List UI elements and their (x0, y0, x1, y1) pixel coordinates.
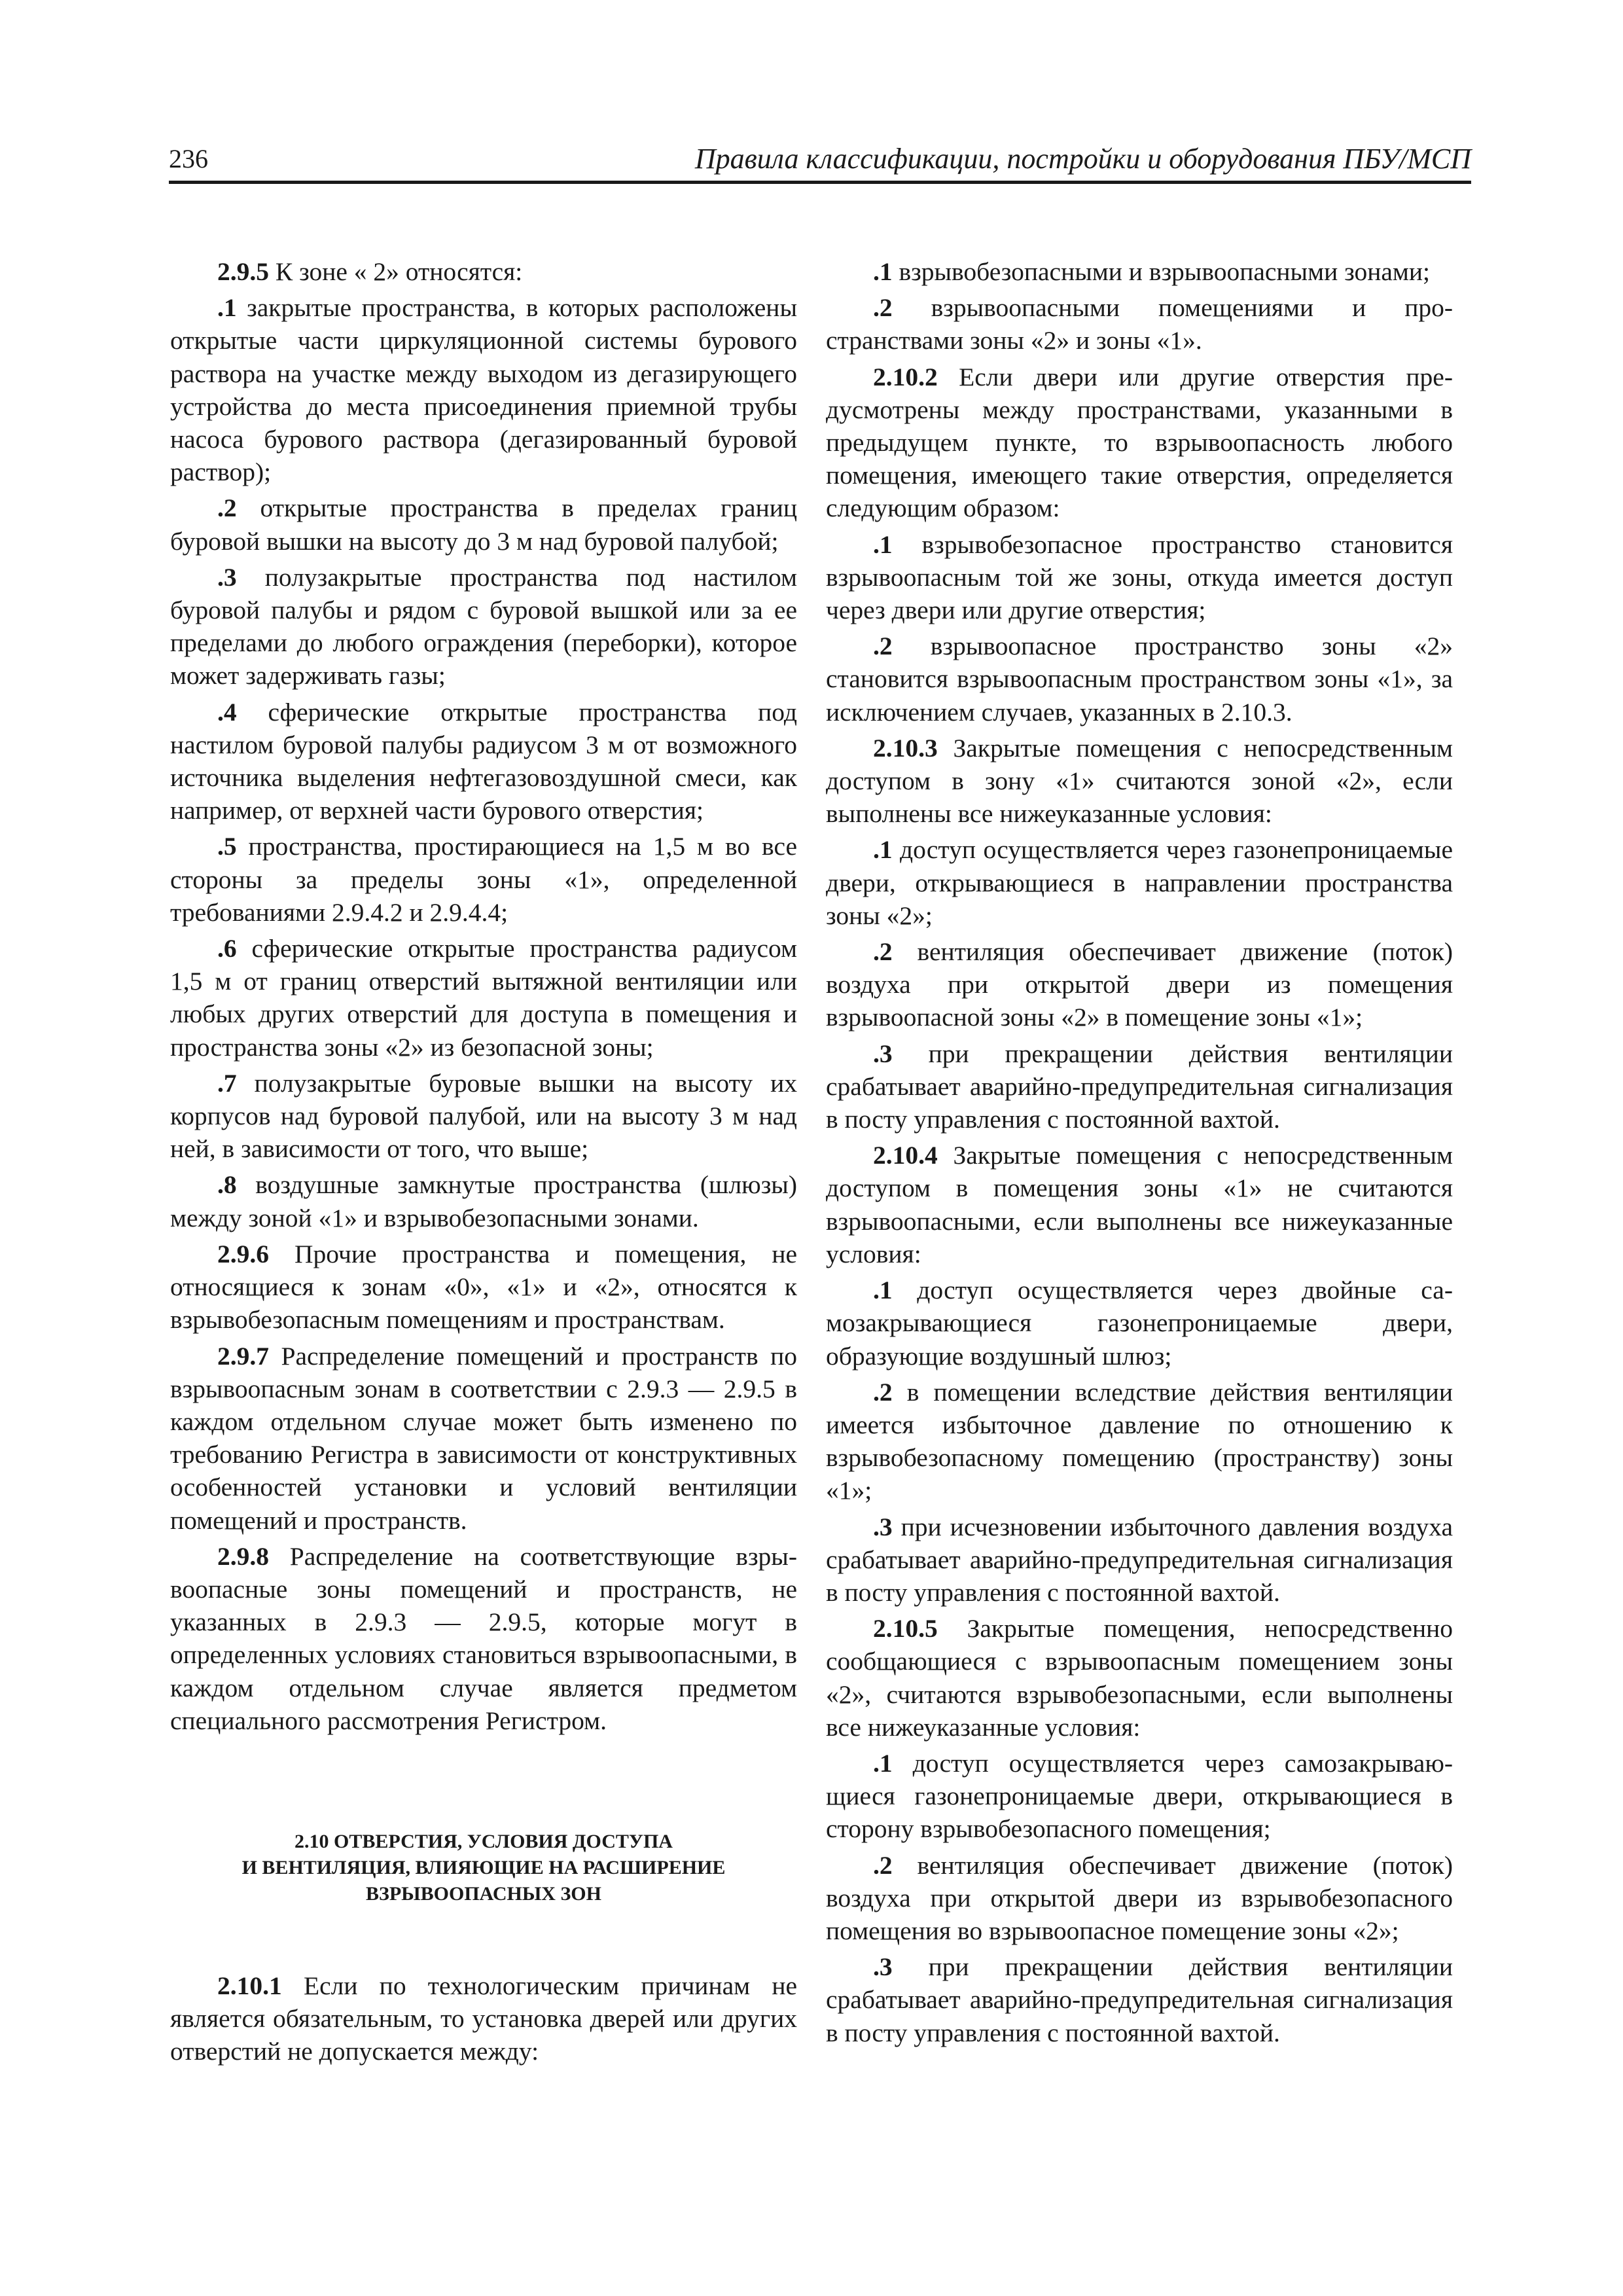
clause-number: .3 (217, 562, 237, 592)
paragraph (826, 833, 1453, 932)
clause-text: взрывобезопасное пространство становится взрывоопасным той же зоны, откуда имеется доступ через двери или другие отверстия; (826, 529, 1453, 625)
running-title: Правила классификации, постройки и оборудования ПБУ/МСП (694, 143, 1471, 175)
clause-number: .6 (217, 934, 237, 963)
clause-number: 2.10.3 (873, 733, 938, 762)
clause-text: Если по технологическим причинам не является обязательным, то установка дверей или других отверстий не допускается между: (170, 1971, 797, 2066)
paragraph (826, 361, 1453, 525)
clause-text: доступ осуществляется через самозакрывающиеся газонепроницаемые двери, открывающиеся в сторону взрывобезопасного помещения; (826, 1748, 1453, 1844)
clause-number: 2.9.8 (217, 1541, 269, 1571)
left-paragraphs (170, 255, 797, 1737)
clause-text: воздушные замкнутые пространства (шлюзы) между зоной «1» и взрывобезопасными зонами. (170, 1170, 797, 1232)
clause-number: .8 (217, 1170, 237, 1200)
paragraph (826, 1037, 1453, 1136)
clause-number: .2 (873, 1377, 893, 1407)
clause-text: взрывоопасными помещениями и пространствами зоны «2» и зоны «1». (826, 293, 1453, 355)
clause-number: .1 (873, 1748, 893, 1778)
clause-number: 2.10.4 (873, 1141, 938, 1170)
section-heading-line: И ВЕНТИЛЯЦИЯ, ВЛИЯЮЩИЕ НА РАСШИРЕНИЕ (241, 1856, 726, 1878)
clause-text: вентиляция обеспечивает движение (поток) воздуха при открытой двери из взрывобезопасного помещения во взрывоопасное помещение зоны «2»; (826, 1850, 1453, 1945)
clause-text: сферические открытые пространства радиусом 1,5 м от границ отверстий вытяжной вентиляции или любых других отверстий для доступа в помещения и пространства зоны «2» из безопасной зоны; (170, 934, 797, 1062)
paragraph (170, 1969, 797, 2068)
paragraph (826, 1849, 1453, 1948)
clause-number: .2 (873, 1850, 893, 1880)
clause-text: Распределение помещений и пространств по взрывоопасным зонам в соответствии с 2.9.3 — 2.9.5 в каждом отдельном случае может быть изменено по требованию Регистра в зависимости от конструктивных особенностей установки и условий вентиляции помещений и пространств. (170, 1341, 797, 1535)
section-heading (170, 1829, 797, 1907)
paragraph (170, 830, 797, 929)
paragraph (826, 255, 1453, 288)
clause-text: сферические открытые пространства под настилом буровой палубы радиусом 3 м от возможного источника выделения нефтегазовоздушной смеси, как например, от верхней части бурового отверстия; (170, 697, 797, 825)
clause-text: Закрытые помещения с непосредственным доступом в помещения зоны «1» не считаются взрывоопасными, если выполнены все нижеуказанные условия: (826, 1141, 1453, 1268)
paragraph (826, 630, 1453, 728)
paragraph (170, 291, 797, 488)
paragraph (170, 932, 797, 1064)
clause-number: .1 (873, 529, 893, 559)
paragraph (826, 1612, 1453, 1744)
left-column (170, 255, 797, 2072)
paragraph (170, 492, 797, 557)
clause-text: доступ осуществляется через двойные самозакрывающиеся газонепроницаемые двери, образующие воздушный шлюз; (826, 1276, 1453, 1371)
clause-number: 2.9.7 (217, 1341, 269, 1371)
paragraph (826, 1274, 1453, 1372)
clause-text: при прекращении действия вентиляции срабатывает аварийно-предупредительная сигнализация в посту управления с постоянной вахтой. (826, 1039, 1453, 1134)
clause-text: вентиляция обеспечивает движение (поток) воздуха при открытой двери из помещения взрывоопасной зоны «2» в помещение зоны «1»; (826, 937, 1453, 1032)
clause-number: 2.10.2 (873, 362, 938, 391)
clause-text: Распределение на соответствующие взрывоопасные зоны помещений и пространств, не указанных в 2.9.3 — 2.9.5, которые могут в определенных условиях становиться взрывоопасными, в каждом отдельном случае является предметом специального рассмотрения Регистром. (170, 1541, 797, 1735)
clause-number: 2.9.5 (217, 257, 269, 286)
paragraph (170, 1340, 797, 1537)
clause-number: .1 (873, 257, 893, 286)
paragraph (826, 528, 1453, 627)
paragraph (826, 1511, 1453, 1609)
clause-number: .2 (873, 937, 893, 967)
clause-text: взрывобезопасными и взрывоопасными зонами; (892, 257, 1431, 286)
clause-number: .7 (217, 1068, 237, 1098)
clause-text: пространства, простирающиеся на 1,5 м во все стороны за пределы зоны «1», определенной требованиями 2.9.4.2 и 2.9.4.4; (170, 832, 797, 927)
paragraph (170, 255, 797, 288)
clause-number: .3 (873, 1952, 893, 1982)
clause-number: .4 (217, 697, 237, 726)
clause-number: .5 (217, 832, 237, 861)
clause-number: .3 (873, 1512, 893, 1541)
clause-text: при исчезновении избыточного давления воздуха срабатывает аварийно-предупредительная сигнализация в посту управления с постоянной вахтой. (826, 1512, 1453, 1607)
clause-text: доступ осуществляется через газонепроницаемые двери, открывающиеся в направлении пространства зоны «2»; (826, 835, 1453, 930)
clause-text: Закрытые помещения с непосредственным доступом в зону «1» считаются зоной «2», если выполнены все нижеуказанные условия: (826, 733, 1453, 829)
clause-text: К зоне « 2» относятся: (269, 257, 523, 286)
section-heading-line: 2.10 ОТВЕРСТИЯ, УСЛОВИЯ ДОСТУПА (294, 1830, 673, 1852)
page-header (169, 143, 1471, 184)
clause-number: 2.10.5 (873, 1614, 938, 1643)
paragraph (826, 1950, 1453, 2049)
clause-text: в помещении вследствие действия вентиляции имеется избыточное давление по отношению к взрывобезопасному помещению (пространству) зоны «1»; (826, 1377, 1453, 1505)
paragraph (170, 1238, 797, 1336)
paragraph (826, 291, 1453, 357)
paragraph (170, 561, 797, 692)
paragraph (170, 696, 797, 827)
clause-text: полузакрытые пространства под настилом буровой палубы и рядом с буровой вышкой или за ее пределами до любого ограждения (переборки), которое может задерживать газы; (170, 562, 797, 691)
paragraph (826, 935, 1453, 1034)
clause-text: открытые пространства в пределах границ буровой вышки на высоту до 3 м над буровой палубой; (170, 493, 797, 556)
clause-text: Если двери или другие отверстия предусмотрены между пространствами, указанными в предыдущем пункте, то взрывоопасность любого помещения, имеющего такие отверстия, определяется следующим образом: (826, 362, 1453, 523)
clause-text: Прочие пространства и помещения, не относящиеся к зонам «0», «1» и «2», относятся к взрывобезопасным помещениям и пространствам. (170, 1239, 797, 1335)
clause-number: .3 (873, 1039, 893, 1068)
clause-number: .1 (873, 1276, 893, 1305)
clause-number: .2 (873, 632, 893, 661)
clause-text: взрывоопасное пространство зоны «2» становится взрывоопасным пространством зоны «1», за исключением случаев, указанных в 2.10.3. (826, 632, 1453, 726)
clause-number: 2.9.6 (217, 1239, 269, 1268)
paragraph (826, 1139, 1453, 1270)
paragraph (826, 1747, 1453, 1846)
right-paragraphs (826, 255, 1453, 2049)
clause-text: при прекращении действия вентиляции срабатывает аварийно-предупредительная сигнализация в посту управления с постоянной вахтой. (826, 1952, 1453, 2047)
paragraph (826, 1376, 1453, 1507)
clause-number: .2 (217, 493, 237, 523)
paragraph (170, 1540, 797, 1737)
right-column (826, 255, 1453, 2053)
page-number: 236 (169, 144, 208, 173)
clause-number: 2.10.1 (217, 1971, 282, 2000)
clause-number: .1 (217, 293, 237, 323)
section-heading-line: ВЗРЫВООПАСНЫХ ЗОН (366, 1882, 601, 1905)
clause-number: .2 (873, 293, 893, 323)
clause-number: .1 (873, 835, 893, 865)
clause-text: Закрытые помещения, непосредственно сообщающиеся с взрывоопасным помещением зоны «2», считаются взрывобезопасными, если выполнены все нижеуказанные условия: (826, 1614, 1453, 1742)
paragraph (826, 732, 1453, 831)
paragraph (170, 1067, 797, 1166)
left-paragraphs-after-heading (170, 1969, 797, 2068)
clause-text: полузакрытые буровые вышки на высоту их корпусов над буровой палубой, или на высоту 3 м над ней, в зависимости от того, что выше; (170, 1068, 797, 1164)
clause-text: закрытые пространства, в которых расположены открытые части циркуляционной системы бурового раствора на участке между выходом из дегазирующего устройства до места присоединения приемной трубы насоса бурового раствора (дегазированный буровой раствор); (170, 293, 797, 487)
paragraph (170, 1168, 797, 1234)
